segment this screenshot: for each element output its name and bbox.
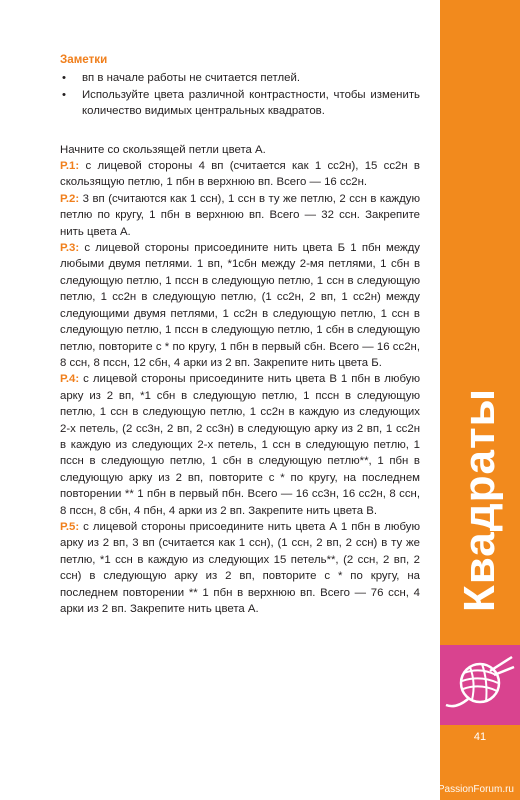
- round-text: 3 вп (считаются как 1 ссн), 1 ссн в ту же петлю, 2 ссн в каждую петлю по кругу, 1 пбн в верхнюю вп. Всего — 32 ссн. Закрепите нить цвета А.: [60, 192, 420, 238]
- notes-item: • Используйте цвета различной контрастности, чтобы изменить количество видимых центральных квадратов.: [60, 87, 420, 120]
- page-number: 41: [473, 731, 487, 743]
- round-text: с лицевой стороны присоедините нить цвета В 1 пбн в любую арку из 2 вп, *1 сбн в следующую петлю, 1 пссн в следующую петлю, 1 ссн в следующую петлю, 1 сс2н в каждую из следующих 2-х петель, (2 сс3н, 2 вп, 2 сс3н) в следующую арку из 2 вп, 1 сс2н в каждую из следующих 2-х петель, 1 ссн в следующую петлю, 1 пссн в следующую петлю, 1 сбн в следующую петлю**, 1 пбн в следующую арку из 2 вп, повторите с * по кругу, на последнем повторении ** 1 пбн в первый пбн. Всего — 16 сс3н, 16 сс2н, 8 ссн, 8 пссн, 8 сбн, 4 пбн, 4 арки из 2 вп. Закрепите нить цвета В.: [60, 373, 420, 517]
- yarn-ball-icon: [440, 645, 520, 725]
- section-title-container: [440, 380, 520, 620]
- section-title: Квадраты: [455, 387, 505, 613]
- notes-heading: Заметки: [60, 53, 108, 66]
- round-text: с лицевой стороны 4 вп (считается как 1 сс2н), 15 сс2н в скользящую петлю, 1 пбн в верхнюю вп. Всего — 16 сс2н.: [60, 160, 420, 189]
- page-content: [60, 52, 420, 617]
- round-label: Р.1:: [60, 160, 80, 173]
- round-5: [60, 519, 420, 617]
- round-1: [60, 158, 420, 191]
- round-label: Р.3:: [60, 242, 80, 255]
- round-text: с лицевой стороны присоедините нить цвета Б 1 пбн между любыми двумя петлями. 1 вп, *1сбн между 2-мя петлями, 1 сбн в следующую петлю, 1 пссн в следующую петлю, 1 ссн в следующую петлю, 1 сс2н в следующую петлю, (1 сс2н, 2 вп, 1 сс2н) между следующими двумя петлями, 1 сс2н в следующую петлю, 1 ссн в следующую петлю, 1 пссн в следующую петлю, 1 сбн в следующую петлю, повторите с * по кругу, 1 пбн в первый сбн. Всего — 16 сс2н, 8 ссн, 8 пссн, 12 сбн, 4 арки из 2 вп. Закрепите нить цвета Б.: [60, 242, 420, 369]
- round-3: [60, 240, 420, 371]
- watermark: PassionForum.ru: [437, 784, 514, 795]
- round-label: Р.4:: [60, 373, 80, 386]
- intro-text: Начните со скользящей петли цвета А.: [60, 143, 266, 156]
- round-label: Р.2:: [60, 192, 80, 205]
- round-text: с лицевой стороны присоедините нить цвета А 1 пбн в любую арку из 2 вп, 3 вп (считается как 1 ссн), (1 ссн, 2 вп, 2 ссн) в ту же петлю, *1 ссн в каждую из следующих 15 петель**, (2 ссн, 2 вп, 2 ссн) в следующую арку из 2 вп, повторите с * по кругу, на последнем повторении ** 1 пбн в верхнюю вп. Всего — 76 ссн, 4 арки из 2 вп. Закрепите нить цвета А.: [60, 520, 420, 615]
- round-2: [60, 191, 420, 240]
- notes-item: • вп в начале работы не считается петлей.: [60, 70, 420, 86]
- notes-list: [60, 70, 420, 119]
- round-4: [60, 371, 420, 519]
- round-label: Р.5:: [60, 520, 80, 533]
